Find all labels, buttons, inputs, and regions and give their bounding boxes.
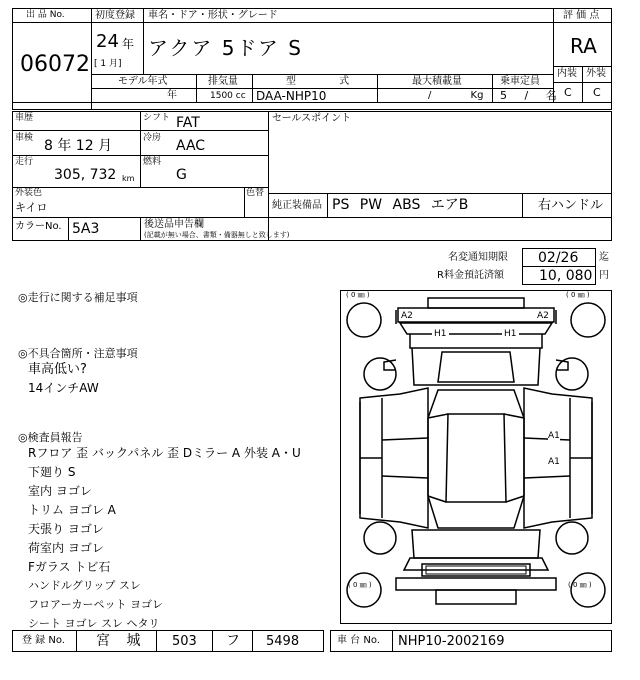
first-reg-month: [ 1 月] xyxy=(94,59,122,69)
defects-heading: ◎不具合箇所・注意事項 xyxy=(18,347,138,360)
ac-value: AAC xyxy=(176,138,206,154)
registration-kana: フ xyxy=(226,633,240,649)
ac-label: 冷房 xyxy=(143,133,162,143)
chassis-number: NHP10-2002169 xyxy=(398,634,505,649)
driving-notes-heading: ◎走行に関する補足事項 xyxy=(18,291,138,304)
tire-depth-rear-right: ( 0 ㎜ ) xyxy=(568,581,592,589)
recycle-label: R料金預託済額 xyxy=(437,270,504,281)
model-year-label: モデル年式 xyxy=(118,76,168,87)
recycle-value: 10, 080 xyxy=(539,268,593,284)
max-load-value: / Kg xyxy=(428,90,484,101)
ext-color-value: キイロ xyxy=(15,201,48,214)
docs-note: (記載が無い場合、書類・備器無しと致します) xyxy=(144,231,290,239)
damage-mark-h1-left: H1 xyxy=(434,329,447,339)
inspection-value: 8 年 12 月 xyxy=(44,138,113,154)
name-change-label: 名変通知期限 xyxy=(448,252,508,263)
grade-value: RA xyxy=(570,34,597,58)
inspector-line: ハンドルグリップ スレ xyxy=(28,579,141,592)
car-outline-drawing xyxy=(340,290,612,624)
sales-point-label: セールスポイント xyxy=(272,113,352,124)
exterior-label: 外装 xyxy=(586,68,606,79)
color-no-value: 5A3 xyxy=(72,221,100,237)
first-reg-label: 初度登録 xyxy=(95,10,135,21)
inspector-line: Fガラス トビ石 xyxy=(28,560,111,574)
grade-label: 評 価 点 xyxy=(563,10,600,21)
lot-number: 06072 xyxy=(20,52,90,77)
tire-depth-front-left: ( 0 ㎜ ) xyxy=(346,291,370,299)
inspector-line: 下廻り S xyxy=(28,465,76,479)
lot-label: 出 品 No. xyxy=(26,10,65,20)
registration-class: 503 xyxy=(172,634,197,649)
type-value: DAA-NHP10 xyxy=(256,89,327,103)
fuel-value: G xyxy=(176,167,187,183)
steering-value: 右ハンドル xyxy=(538,198,604,213)
registration-area: 宮 城 xyxy=(96,633,147,649)
inspector-line: 天張り ヨゴレ xyxy=(28,522,104,536)
inspector-line: Rフロア 歪 バックパネル 歪 Dミラー A 外装 A・U xyxy=(28,446,301,460)
damage-mark-a2-right: A2 xyxy=(537,311,549,321)
displacement-label: 排気量 xyxy=(208,76,238,87)
interior-label: 内装 xyxy=(557,68,577,79)
model-year-unit: 年 xyxy=(167,90,177,101)
shift-value: FAT xyxy=(176,115,200,131)
inspector-line: 荷室内 ヨゴレ xyxy=(28,541,104,555)
equipment-value: PS PW ABS エアB xyxy=(332,197,469,213)
tire-depth-rear-left: ( 0 ㎜ ) xyxy=(348,581,372,589)
tire-depth-front-right: ( 0 ㎜ ) xyxy=(566,291,590,299)
damage-mark-a1-lower: A1 xyxy=(548,457,560,467)
history-label: 車歴 xyxy=(15,113,34,123)
inspector-line: 室内 ヨゴレ xyxy=(28,484,92,498)
first-reg-year-unit: 年 xyxy=(122,37,135,51)
vehicle-name-label: 車名・ドア・形状・グレード xyxy=(148,10,278,21)
ext-color-label: 外装色 xyxy=(15,188,43,198)
name-change-value: 02/26 xyxy=(538,250,579,266)
mileage-value: 305, 732 xyxy=(54,167,117,183)
defect-line: 14インチAW xyxy=(28,381,99,395)
defect-line: 車高低い? xyxy=(28,362,87,377)
car-condition-diagram xyxy=(340,290,612,624)
mileage-label: 走行 xyxy=(15,157,34,167)
damage-mark-h1-right: H1 xyxy=(504,329,517,339)
inspection-label: 車検 xyxy=(15,133,34,143)
mileage-unit: km xyxy=(122,174,135,183)
docs-label: 後送品申告欄 xyxy=(144,219,204,230)
inspector-line: シート ヨゴレ スレ ヘタリ xyxy=(28,617,160,630)
inspector-line: トリム ヨゴレ A xyxy=(28,503,116,517)
color-change-label: 色替 xyxy=(246,188,265,198)
registration-number: 5498 xyxy=(266,634,300,649)
capacity-label: 乗車定員 xyxy=(500,76,540,87)
damage-mark-a2-left: A2 xyxy=(401,311,413,321)
inspector-line: フロアーカーペット ヨゴレ xyxy=(28,598,163,611)
max-load-label: 最大積載量 xyxy=(412,76,462,87)
color-no-label: カラーNo. xyxy=(15,221,62,232)
capacity-value: 5 / 名 xyxy=(500,89,557,102)
first-reg-year: 24 xyxy=(96,31,119,52)
exterior-grade: C xyxy=(593,86,601,99)
chassis-label: 車 台 No. xyxy=(337,635,380,646)
interior-grade: C xyxy=(564,86,572,99)
fuel-label: 燃料 xyxy=(143,157,162,167)
recycle-unit: 円 xyxy=(599,270,609,281)
displacement-value: 1500 cc xyxy=(210,91,246,101)
type-label: 型 式 xyxy=(286,76,350,87)
registration-label: 登 録 No. xyxy=(22,635,65,646)
shift-label: シフト xyxy=(143,113,171,123)
name-change-unit: 迄 xyxy=(599,252,609,263)
vehicle-name: アクア 5ドア S xyxy=(148,36,303,60)
inspector-heading: ◎検査員報告 xyxy=(18,431,83,444)
damage-mark-a1-upper: A1 xyxy=(548,431,560,441)
equipment-label: 純正装備品 xyxy=(272,200,322,211)
